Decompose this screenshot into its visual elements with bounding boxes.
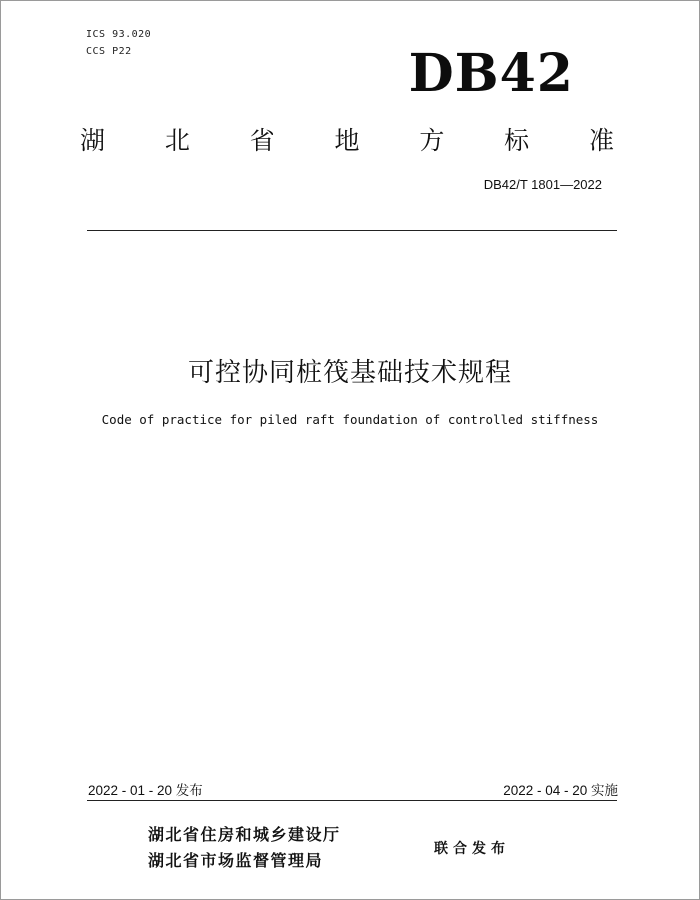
publisher: 湖北省住房和城乡建设厅: [148, 825, 341, 844]
standard-type-char: 标: [504, 126, 530, 155]
standard-type-char: 准: [588, 126, 614, 155]
joint-release: 联合发布: [434, 841, 510, 857]
standard-type-char: 地: [334, 126, 360, 155]
ccs-code: CCS P22: [86, 46, 132, 57]
standard-type-char: 省: [249, 126, 275, 155]
ics-code: ICS 93.020: [86, 29, 152, 40]
title-chinese: 可控协同桩筏基础技术规程: [187, 358, 512, 388]
bottom-divider: [87, 800, 617, 801]
top-divider: [87, 230, 617, 231]
standard-type-char: 方: [419, 126, 445, 155]
db-code: DB42: [408, 43, 574, 104]
publisher: 湖北省市场监督管理局: [148, 851, 324, 870]
implementation-date: 2022 - 04 - 20 实施: [503, 783, 618, 798]
standard-type-char: 北: [164, 126, 190, 155]
issue-date: 2022 - 01 - 20 发布: [88, 783, 203, 798]
standard-type: [80, 121, 614, 157]
standard-type-char: 湖: [80, 126, 106, 155]
title-english: Code of practice for piled raft foundation of controlled stiffness: [101, 412, 599, 427]
standard-number: DB42/T 1801—2022: [483, 177, 602, 192]
